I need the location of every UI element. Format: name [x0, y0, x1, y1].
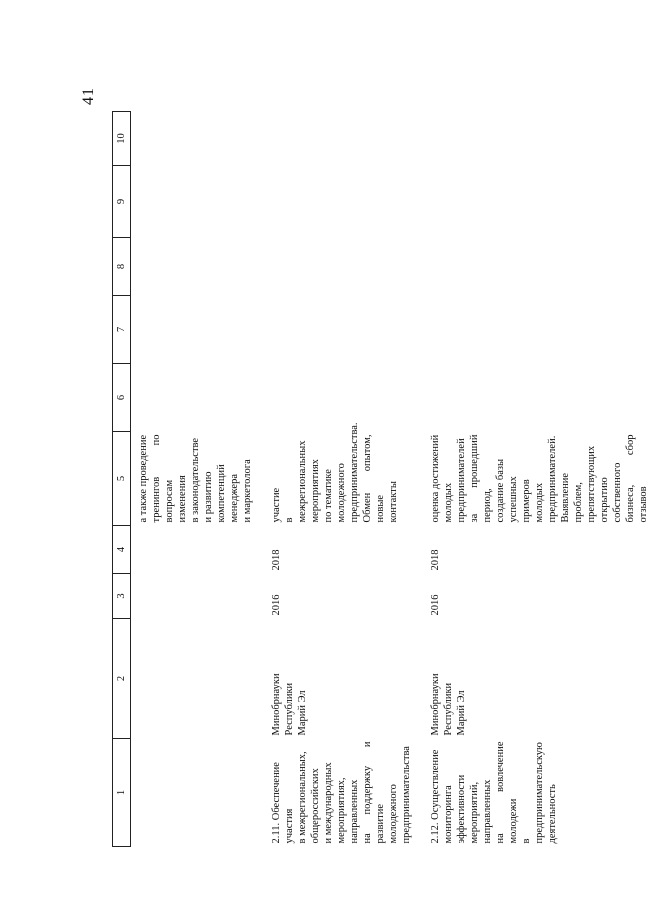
row-result-cell	[264, 422, 423, 526]
page-number: 41	[80, 87, 97, 105]
row-col6-cell	[264, 364, 423, 432]
row-activity-text: 2.12. Осуществление мониторинга эффективности мероприятий, направленных на вовлечение молодежи в предпринимательскую деятельность	[430, 741, 558, 844]
row-col9-cell	[264, 166, 423, 238]
table-row	[264, 112, 423, 847]
row-col7-cell	[131, 296, 265, 364]
row-activity-text: 2.11. Обеспечение участия в межрегиональных, общероссийских и международных мероприятиях, направленных на поддержку и развитие молодежного предпринимательства	[271, 741, 412, 844]
row-result-cell	[131, 432, 265, 526]
column-header-4: 4	[113, 526, 131, 574]
row-col8-cell	[423, 238, 660, 296]
row-col6-cell	[423, 364, 660, 432]
row-col10-cell	[264, 112, 423, 166]
row-end-year-text: 2018	[430, 549, 441, 571]
column-header-3: 3	[113, 574, 131, 619]
column-header-6: 6	[113, 364, 131, 432]
row-col8-cell	[264, 238, 423, 296]
program-table	[112, 111, 660, 847]
row-activity-cell	[131, 739, 265, 847]
row-col7-cell	[423, 296, 660, 364]
row-col9-cell	[131, 166, 265, 238]
row-col6-cell	[131, 364, 265, 432]
column-header-7: 7	[113, 296, 131, 364]
table-row	[131, 112, 265, 847]
row-result-text: участие в межрегиональных мероприятиях по тематике молодежного предпринимательства. Обмен опытом, новые контакты	[271, 422, 399, 523]
row-col10-cell	[131, 112, 265, 166]
row-col9-cell	[423, 166, 660, 238]
column-header-8: 8	[113, 238, 131, 296]
column-header-5: 5	[113, 432, 131, 526]
row-executor-cell	[264, 619, 423, 739]
row-end-year-text: 2018	[271, 549, 282, 571]
row-executor-text: Минобрнауки Республики Марий Эл	[430, 673, 467, 736]
table-row	[423, 112, 660, 847]
row-result-cell	[423, 432, 660, 526]
row-end-year-cell	[131, 526, 265, 574]
row-col8-cell	[131, 238, 265, 296]
row-end-year-cell	[423, 526, 660, 574]
row-start-year-cell	[423, 574, 660, 619]
row-end-year-cell	[264, 526, 423, 574]
row-result-text: оценка достижений молодых предпринимателей за прошедший период, создание базы успешных примеров молодых предпринимателей. Выявление проблем, препятствующих открытию собственного бизнеса, сбор отзывов	[430, 434, 649, 523]
row-start-year-cell	[131, 574, 265, 619]
row-col10-cell	[423, 112, 660, 166]
row-activity-cell	[423, 739, 660, 847]
column-number-header-row	[113, 112, 131, 847]
column-header-1: 1	[113, 739, 131, 847]
column-header-9: 9	[113, 166, 131, 238]
row-start-year-text: 2016	[430, 594, 441, 616]
row-result-text: а также проведение тренингов по вопросам изменения в законодательстве и развитию компетенций менеджера и маркетолога	[138, 434, 253, 523]
column-header-2: 2	[113, 619, 131, 739]
row-executor-text: Минобрнауки Республики Марий Эл	[271, 673, 308, 736]
row-start-year-text: 2016	[271, 594, 282, 616]
row-activity-cell	[264, 739, 423, 847]
row-start-year-cell	[264, 574, 423, 619]
row-executor-cell	[423, 619, 660, 739]
row-executor-cell	[131, 619, 265, 739]
row-col7-cell	[264, 296, 423, 364]
column-header-10: 10	[113, 112, 131, 166]
